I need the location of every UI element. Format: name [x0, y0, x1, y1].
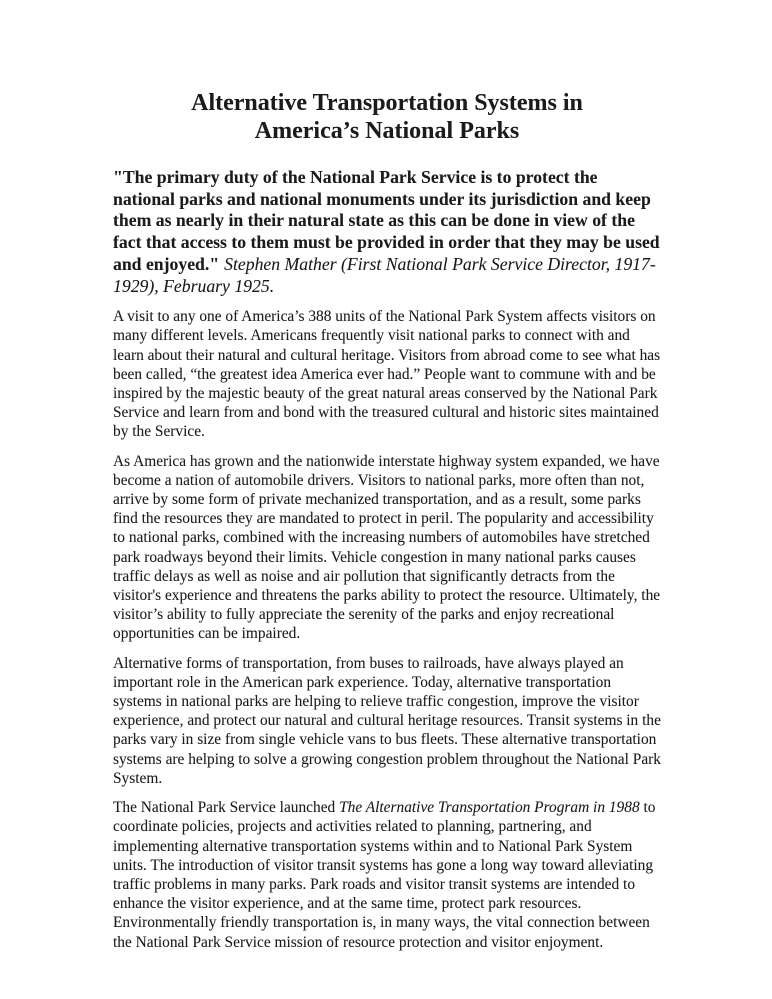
title-line-2: America’s National Parks — [254, 118, 520, 144]
paragraph-visit: A visit to any one of America’s 388 units of the National Park System affects visitors on many different levels. Americans frequently visit national parks to connect with and learn about their natural and cultural heritage. Visitors from abroad come to see what has been called, “the greatest idea America ever had.” People want to commune with and be inspired by the majestic beauty of the great natural areas conserved by the National Park Service and learn from and bond with the treasured cultural and historic sites maintained by the Service. — [113, 308, 661, 441]
document-content — [113, 0, 661, 952]
quote-attribution: Stephen Mather (First National Park Service Director, 1917-1929), February 1925. — [113, 253, 656, 296]
title-line-1: Alternative Transportation Systems in — [191, 90, 583, 116]
paragraph-program-lead: The National Park Service launched — [113, 799, 340, 817]
paragraph-program — [113, 798, 661, 952]
document-title — [113, 89, 661, 145]
paragraph-automobiles: As America has grown and the nationwide interstate highway system expanded, we have become a nation of automobile drivers. Visitors to national parks, more often than not, arrive by some form of private mechanized transportation, and as a result, some parks find the resources they are mandated to protect in peril. The popularity and accessibility to national parks, combined with the increasing numbers of automobiles have stretched park roadways beyond their limits. Vehicle congestion in many national parks causes traffic delays as well as noise and air pollution that significantly detracts from the visitor's experience and threatens the parks ability to protect the resource. Ultimately, the visitor’s ability to fully appreciate the serenity of the parks and enjoy recreational opportunities can be impaired. — [113, 452, 661, 643]
paragraph-alternative-forms: Alternative forms of transportation, from buses to railroads, have always played an important role in the American park experience. Today, alternative transportation systems in national parks are helping to relieve traffic congestion, improve the visitor experience, and protect our natural and cultural heritage resources. Transit systems in the parks vary in size from single vehicle vans to bus fleets. These alternative transportation systems are helping to solve a growing congestion problem throughout the National Park System. — [113, 654, 661, 787]
paragraph-program-rest: to coordinate policies, projects and activities related to planning, partnering, and implementing alternative transportation systems within and to National Park System units. The introduction of visitor transit systems has gone a long way toward alleviating traffic problems in many parks. Park roads and visitor transit systems are intended to enhance the visitor experience, and at the same time, protect park resources. Environmentally friendly transportation is, in many ways, the vital connection between the National Park Service mission of resource protection and visitor enjoyment. — [113, 799, 656, 951]
program-title-italic: The Alternative Transportation Program in 1988 — [339, 799, 640, 817]
quote-text: "The primary duty of the National Park Service is to protect the national parks and national monuments under its jurisdiction and keep them as nearly in their natural state as this can be done in view of the fact that access to them must be provided in order that they may be used and enjoyed." — [113, 167, 660, 274]
quote-paragraph — [113, 167, 661, 297]
